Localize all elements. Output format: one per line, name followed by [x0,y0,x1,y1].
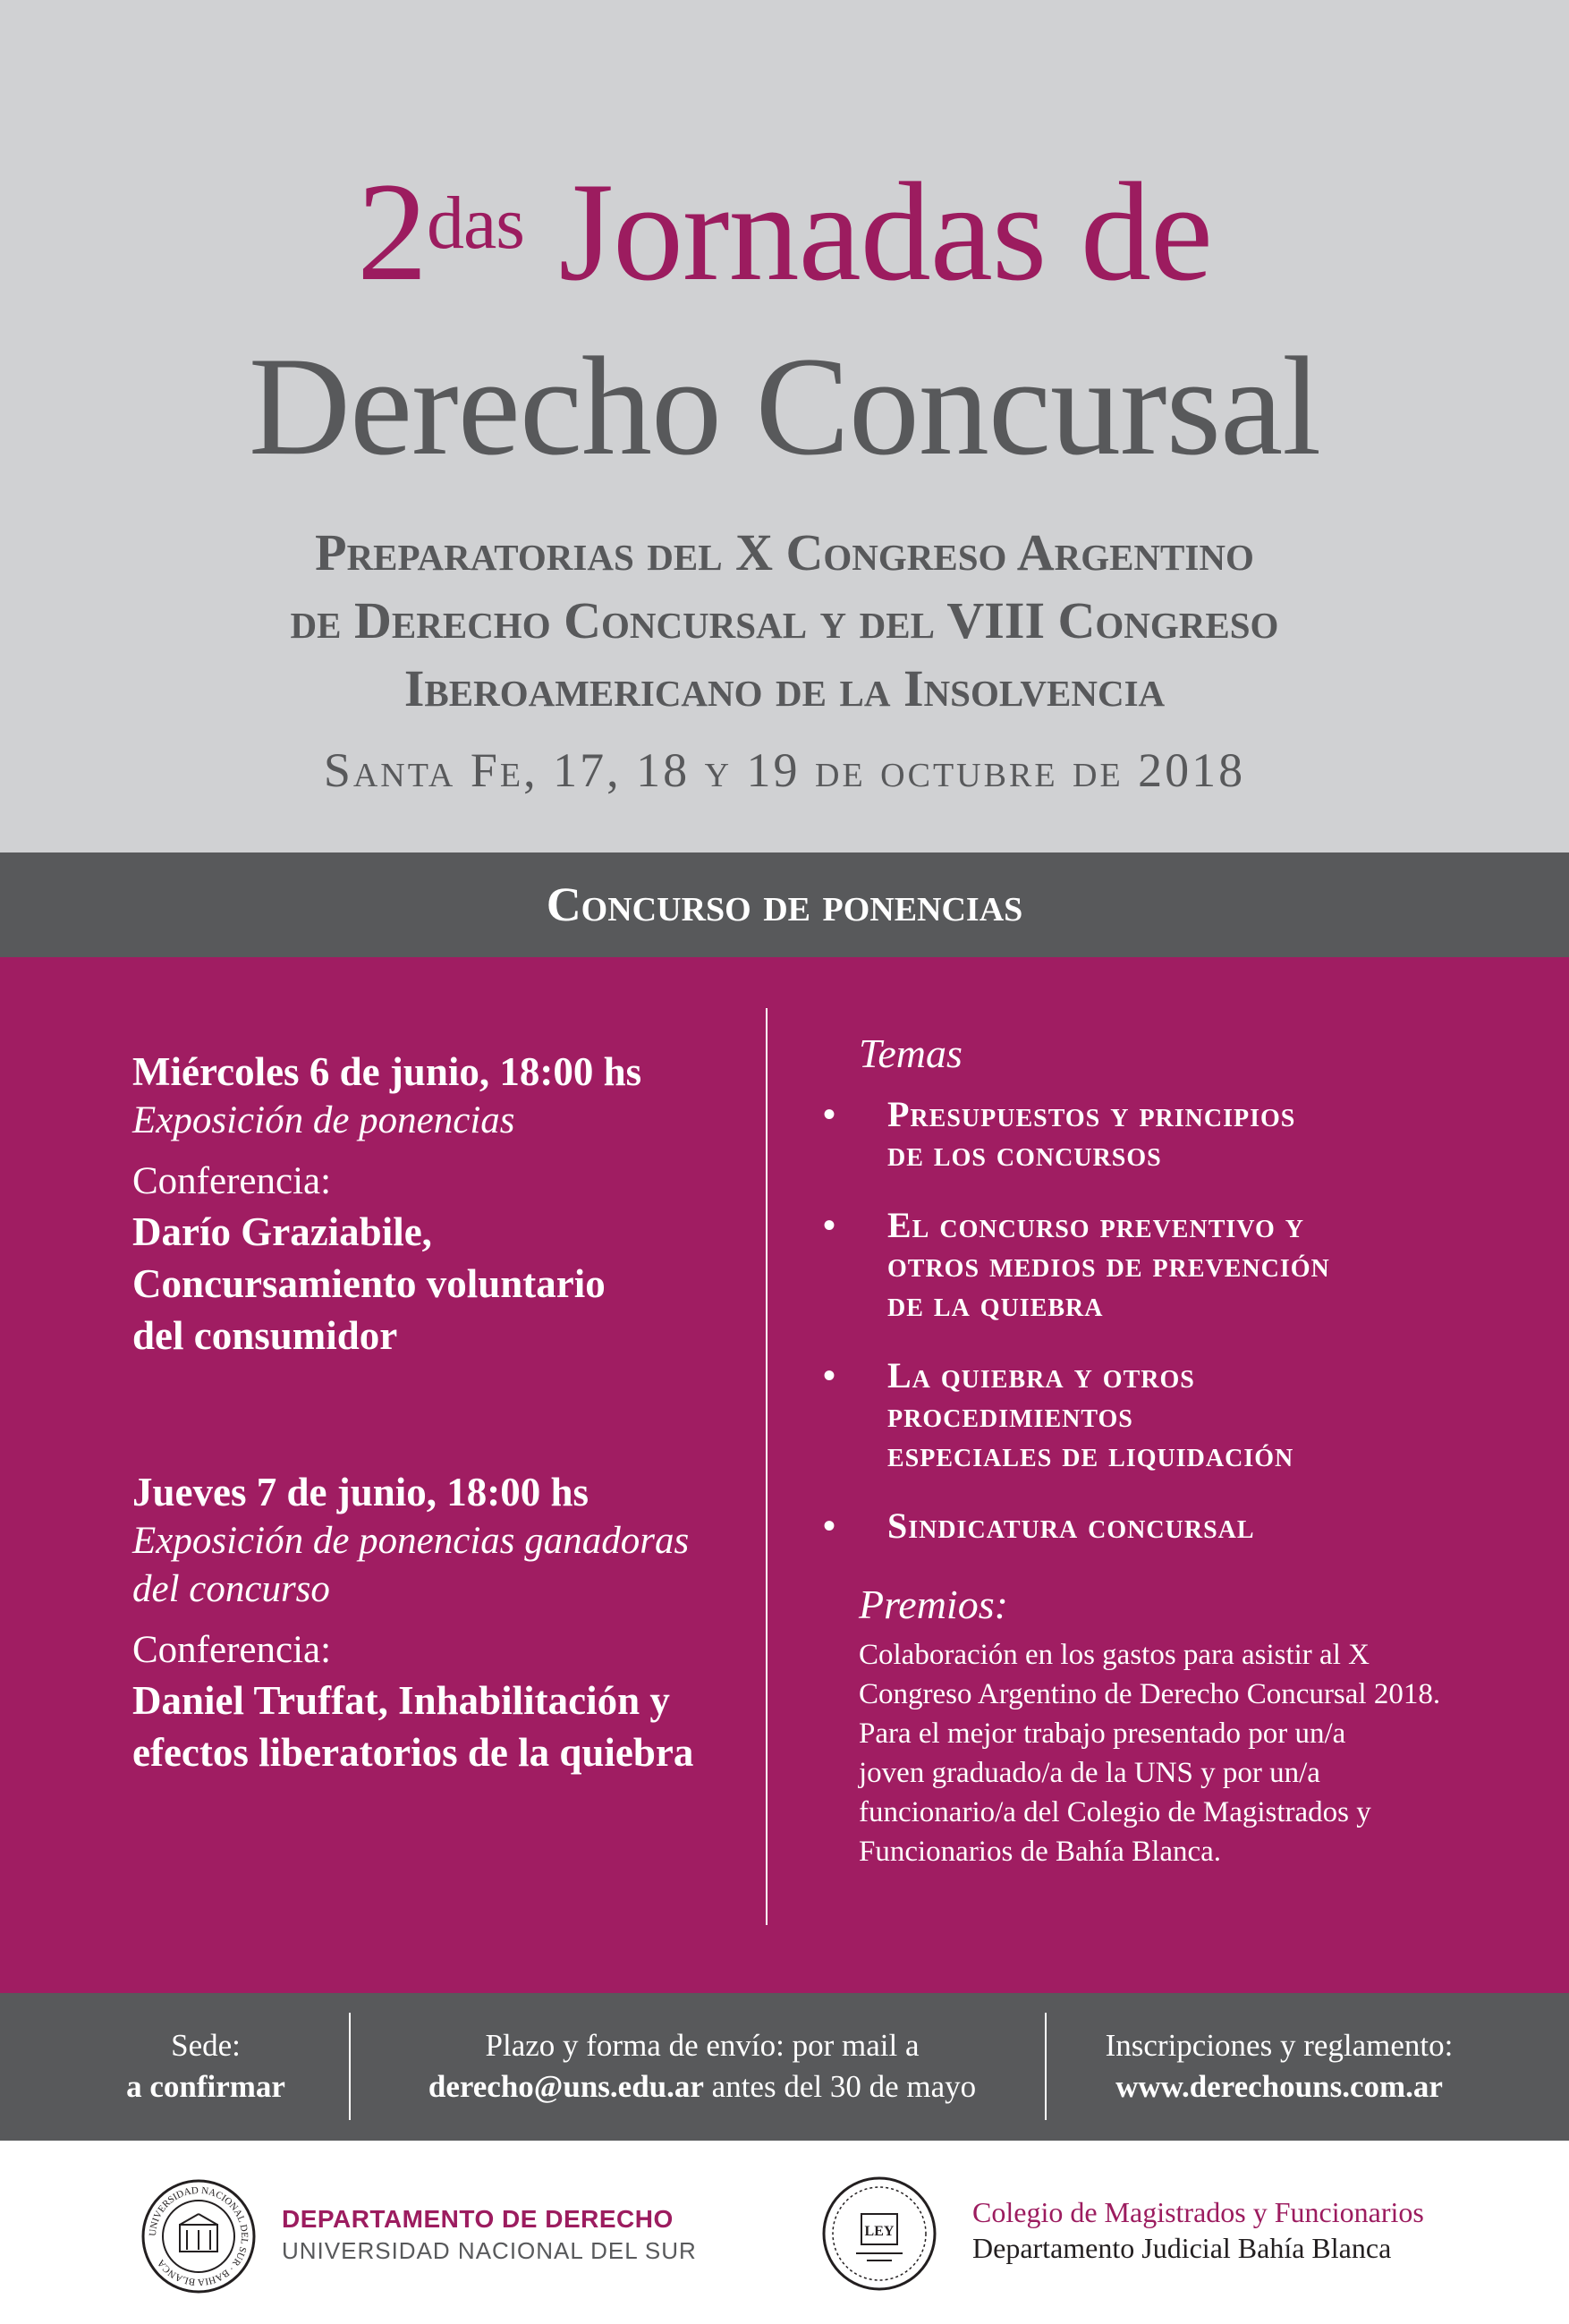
event-title: Miércoles 6 de junio, 18:00 hs [132,1049,642,1094]
premios-line: Colaboración en los gastos para asistir al X [859,1639,1370,1671]
section-band [0,852,1569,957]
section-title: Concurso de ponencias [546,878,1023,931]
title-superscript: das [427,182,524,265]
bullet-icon: • [823,1094,837,1134]
temas-heading: Temas [859,1031,963,1076]
subtitle-line: Preparatorias del X Congreso Argentino [315,523,1254,581]
info-band [0,1993,1569,2141]
premios-line: funcionario/a del Colegio de Magistrados y [859,1796,1371,1828]
department-subtitle: UNIVERSIDAD NACIONAL DEL SUR [282,2237,697,2264]
subtitle-line: Iberoamericano de la Insolvencia [403,659,1166,717]
title-line-2: Derecho Concursal [248,328,1321,485]
topic-item [823,1094,1494,1174]
topic-line: de la quiebra [887,1284,1104,1324]
footer-divider [349,2013,351,2120]
subtitle [0,519,1569,723]
event-title: Jueves 7 de junio, 18:00 hs [132,1470,589,1514]
topic-line: La quiebra y otros [887,1355,1195,1395]
column-divider [766,1008,768,1925]
title-line-1-text: Jornadas de [524,154,1212,310]
logos-section [0,2141,1569,2324]
colegio-subtitle: Departamento Judicial Bahía Blanca [972,2232,1392,2264]
subtitle-line: de Derecho Concursal y del VIII Congreso [290,591,1279,649]
website-link[interactable]: www.derechouns.com.ar [1115,2069,1443,2104]
svg-text:UNIVERSIDAD NACIONAL DEL SUR ·: UNIVERSIDAD NACIONAL DEL SUR · BAHIA BLANCA [147,2184,250,2288]
conference-label: Conferencia: [132,1160,332,1202]
conference-speaker: Darío Graziabile, [132,1209,432,1254]
title-line-1 [0,152,1569,313]
conference-speaker: Daniel Truffat, Inhabilitación y [132,1678,670,1723]
event-dateline: Santa Fe, 17, 18 y 19 de octubre de 2018 [323,743,1246,797]
bullet-icon: • [823,1355,837,1395]
email-link[interactable]: derecho@uns.edu.ar [428,2069,704,2104]
title-number: 2 [357,154,428,310]
event-description: Exposición de ponencias ganadoras [132,1520,690,1562]
plazo-deadline: antes del 30 de mayo [703,2069,977,2104]
sede-value: a confirmar [126,2069,285,2104]
events-column [132,1047,741,1778]
topic-item [823,1355,1494,1474]
event-block [132,1047,741,1361]
conference-topic: Concursamiento voluntario [132,1261,606,1306]
topic-line: El concurso preventivo y [887,1205,1304,1245]
conference-topic: del consumidor [132,1313,398,1358]
topic-line: especiales de liquidación [887,1434,1294,1474]
plazo-info [362,2025,1042,2108]
premios-line: Para el mejor trabajo presentado por un/a [859,1718,1346,1750]
topic-line: otros medios de prevención [887,1244,1330,1285]
event-description: Exposición de ponencias [132,1099,515,1141]
svg-text:LEY: LEY [864,2224,895,2239]
topics-column [823,1029,1494,1871]
topic-item [823,1205,1494,1324]
plazo-detail [362,2066,1042,2108]
footer-divider [1045,2013,1047,2120]
event-block [132,1467,741,1778]
colegio-seal-icon [820,2175,938,2293]
inscripciones-label: Inscripciones y reglamento: [1105,2028,1454,2063]
department-title: DEPARTAMENTO DE DERECHO [282,2205,674,2233]
sede-label: Sede: [171,2028,241,2063]
topic-line: Presupuestos y principios [887,1094,1296,1134]
premios-line: Funcionarios de Bahía Blanca. [859,1836,1222,1868]
main-section [0,957,1569,1993]
topic-line: Sindicatura concursal [887,1506,1255,1546]
topic-line: procedimientos [887,1395,1133,1435]
bullet-icon: • [823,1205,837,1245]
university-seal-icon [140,2178,257,2294]
bullet-icon: • [823,1506,837,1546]
premios-line: joven graduado/a de la UNS y por un/a [859,1757,1320,1789]
premios-text [859,1635,1503,1871]
premios-heading: Premios: [859,1582,1008,1627]
plazo-label: Plazo y forma de envío: por mail a [485,2028,920,2063]
conference-label: Conferencia: [132,1629,332,1671]
topic-item [823,1506,1494,1546]
conference-topic: efectos liberatorios de la quiebra [132,1730,694,1775]
premios-line: Congreso Argentino de Derecho Concursal 2018. [859,1678,1441,1710]
event-description: del concurso [132,1568,330,1610]
topic-line: de los concursos [887,1133,1162,1174]
sede-info [72,2025,340,2108]
colegio-title: Colegio de Magistrados y Funcionarios [972,2196,1424,2228]
inscripciones-info [1056,2025,1503,2108]
header-section [0,0,1569,852]
